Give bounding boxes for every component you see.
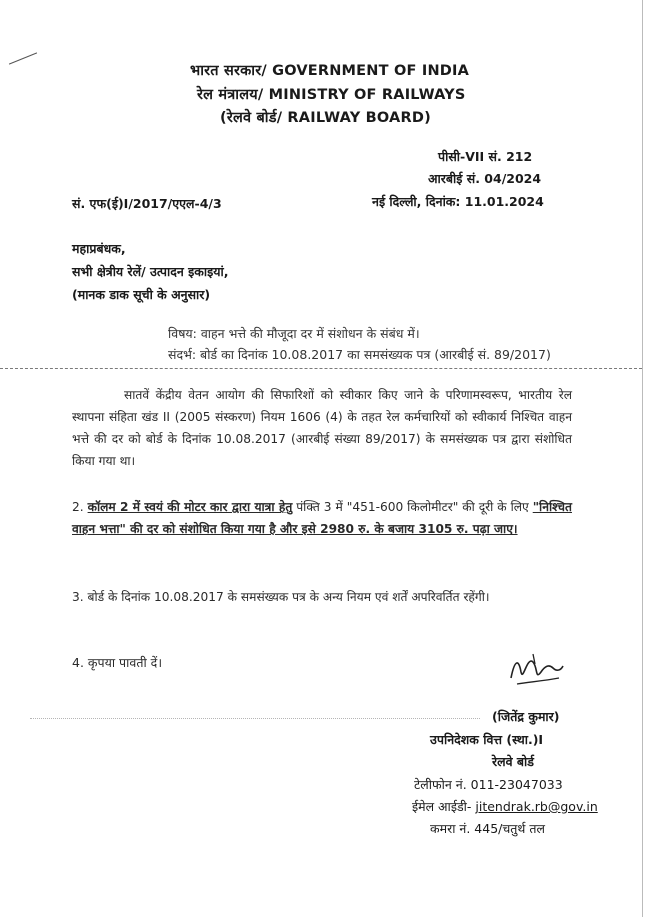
- para-2-number: 2.: [72, 500, 84, 514]
- paragraph-4: 4. कृपया पावती दें।: [72, 655, 163, 670]
- divider-line: [0, 368, 642, 369]
- addressee-line-3: (मानक डाक सूची के अनुसार): [72, 287, 211, 302]
- place-date: नई दिल्ली, दिनांक: 11.01.2024: [372, 194, 544, 209]
- header-line-govt: भारत सरकार/ GOVERNMENT OF INDIA: [190, 63, 470, 79]
- signatory-email-line: [412, 798, 598, 815]
- handwritten-signature: [505, 648, 567, 694]
- addressee-line-1: महाप्रबंधक,: [72, 241, 126, 256]
- paragraph-1: सातवें केंद्रीय वेतन आयोग की सिफारिशों को स्वीकार किए जाने के परिणामस्वरूप, भारतीय रेल स्थापना संहिता खंड II (2005 संस्करण) नियम 1606 (4) के तहत रेल कर्मचारियों को स्वीकार्य निश्चित वाहन भत्ते की दर को बोर्ड के दिनांक 10.08.2017 (आरबीई संख्या 89/2017) के समसंख्यक पत्र द्वारा संशोधित किया गया था।: [72, 388, 572, 468]
- email-label: ईमेल आईडी-: [412, 799, 476, 814]
- paragraph-2: [72, 496, 572, 540]
- header-line-board: (रेलवे बोर्ड/ RAILWAY BOARD): [220, 110, 431, 126]
- para-2-underlined-c: "निश्चित वाहन भत्ता" की दर को संशोधित किया गया है और इसे 2980 रु. के बजाय 3105 रु. पढ़ा जाए।: [72, 500, 572, 536]
- reference-line: संदर्भ: बोर्ड का दिनांक 10.08.2017 का समसंख्यक पत्र (आरबीई सं. 89/2017): [168, 347, 551, 362]
- signatory-phone: टेलीफोन नं. 011-23047033: [414, 777, 563, 792]
- rbe-number: आरबीई सं. 04/2024: [428, 171, 542, 186]
- file-number: सं. एफ(ई)I/2017/एएल-4/3: [72, 196, 222, 211]
- para-2-text-b: पंक्ति 3 में "451-600 किलोमीटर" की दूरी के लिए: [292, 500, 533, 514]
- para-2-underlined-a: कॉलम 2 में स्वयं की मोटर कार द्वारा यात्रा हेतु: [87, 500, 293, 514]
- scan-mark: [9, 52, 37, 64]
- pc-number: पीसी-VII सं. 212: [438, 149, 533, 164]
- signatory-designation: उपनिदेशक वित्त (स्था.)I: [430, 732, 544, 747]
- header-line-ministry: रेल मंत्रालय/ MINISTRY OF RAILWAYS: [197, 87, 466, 103]
- scan-edge: [642, 0, 643, 917]
- subject-line: विषय: वाहन भत्ते की मौजूदा दर में संशोधन के संबंध में।: [168, 326, 420, 341]
- signatory-office: रेलवे बोर्ड: [492, 754, 534, 769]
- email-link[interactable]: jitendrak.rb@gov.in: [475, 799, 598, 814]
- faint-rule: [30, 718, 480, 719]
- signatory-room: कमरा नं. 445/चतुर्थ तल: [430, 821, 545, 836]
- signatory-name: (जितेंद्र कुमार): [492, 709, 560, 724]
- addressee-line-2: सभी क्षेत्रीय रेलें/ उत्पादन इकाइयां,: [72, 264, 229, 279]
- paragraph-3: 3. बोर्ड के दिनांक 10.08.2017 के समसंख्यक पत्र के अन्य नियम एवं शर्तें अपरिवर्तित रहेंगी।: [72, 590, 490, 604]
